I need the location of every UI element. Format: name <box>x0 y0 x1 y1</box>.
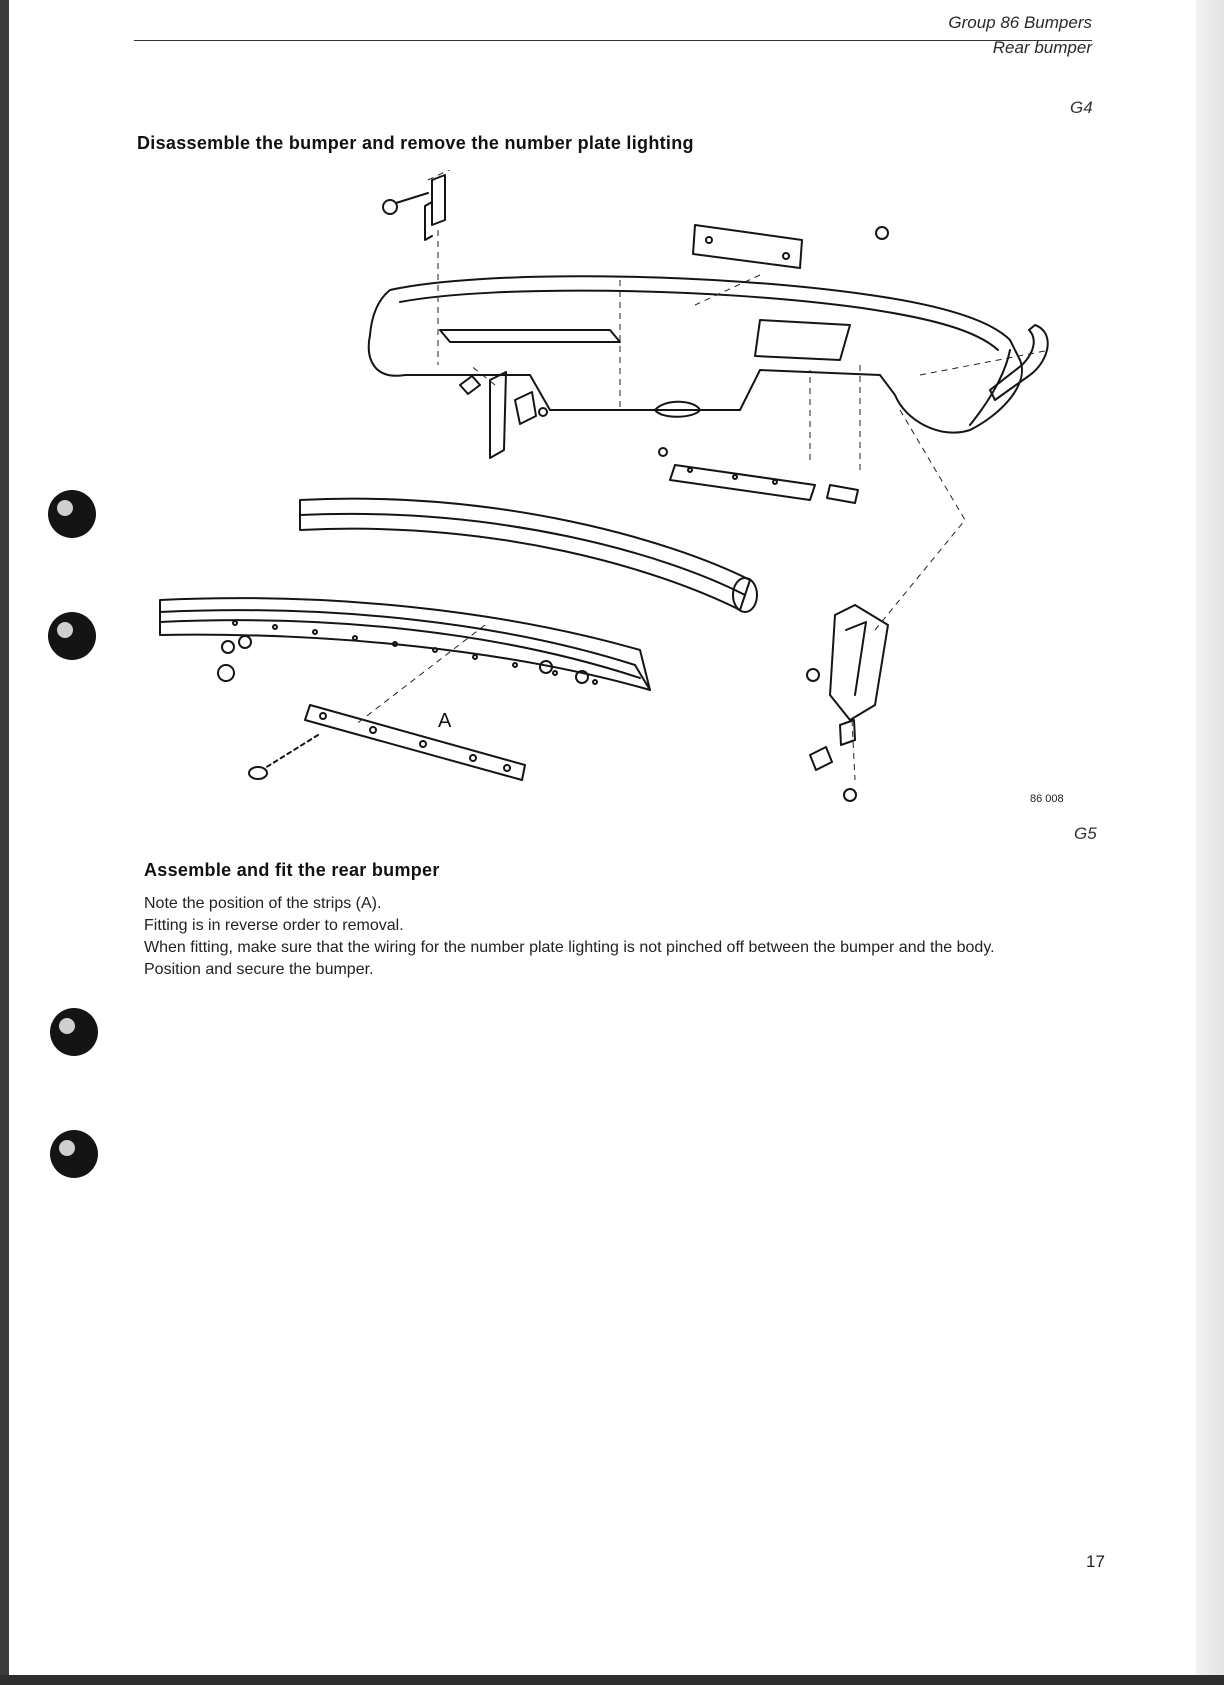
bumper-shell <box>369 276 1022 432</box>
strip-a <box>249 705 525 780</box>
instruction-line: Position and secure the bumper. <box>144 961 374 978</box>
end-cap-right <box>990 325 1048 400</box>
assembly-guide-lines <box>355 170 1050 780</box>
center-mounting-bar <box>670 465 858 503</box>
figure-ref-g4: G4 <box>1070 98 1093 117</box>
header-rule <box>134 40 1092 41</box>
binder-hole-1 <box>48 490 96 538</box>
rubber-strip-upper <box>300 499 757 612</box>
bracket-left-lower <box>460 372 547 458</box>
heading-assemble: Assemble and fit the rear bumper <box>144 860 440 880</box>
bracket-left-top <box>383 175 445 240</box>
page-right-shadow <box>1196 0 1224 1685</box>
header-title: Group 86 Bumpers <box>948 13 1092 32</box>
callout-label-a: A <box>438 710 452 732</box>
binder-hole-3 <box>50 1008 98 1056</box>
page-number: 17 <box>1086 1552 1105 1571</box>
binder-hole-2 <box>48 612 96 660</box>
instruction-line: Note the position of the strips (A). <box>144 895 382 912</box>
side-bracket-right <box>807 605 888 801</box>
number-plate-mounting-strip <box>693 225 888 268</box>
bolts <box>218 636 588 683</box>
instruction-line: Fitting is in reverse order to removal. <box>144 917 404 934</box>
heading-disassemble: Disassemble the bumper and remove the number plate lighting <box>137 133 694 153</box>
binder-hole-4 <box>50 1130 98 1178</box>
page-left-edge <box>0 0 9 1685</box>
drawing-number: 86 008 <box>1030 793 1064 805</box>
figure-ref-g5: G5 <box>1074 824 1097 843</box>
bumper-exploded-diagram <box>150 170 1100 810</box>
page-bottom-edge <box>0 1675 1224 1685</box>
header-subtitle: Rear bumper <box>992 38 1092 57</box>
assembly-instructions <box>144 893 1104 981</box>
instruction-line: When fitting, make sure that the wiring for the number plate lighting is not pinched off between the bumper and the body. <box>144 939 995 956</box>
